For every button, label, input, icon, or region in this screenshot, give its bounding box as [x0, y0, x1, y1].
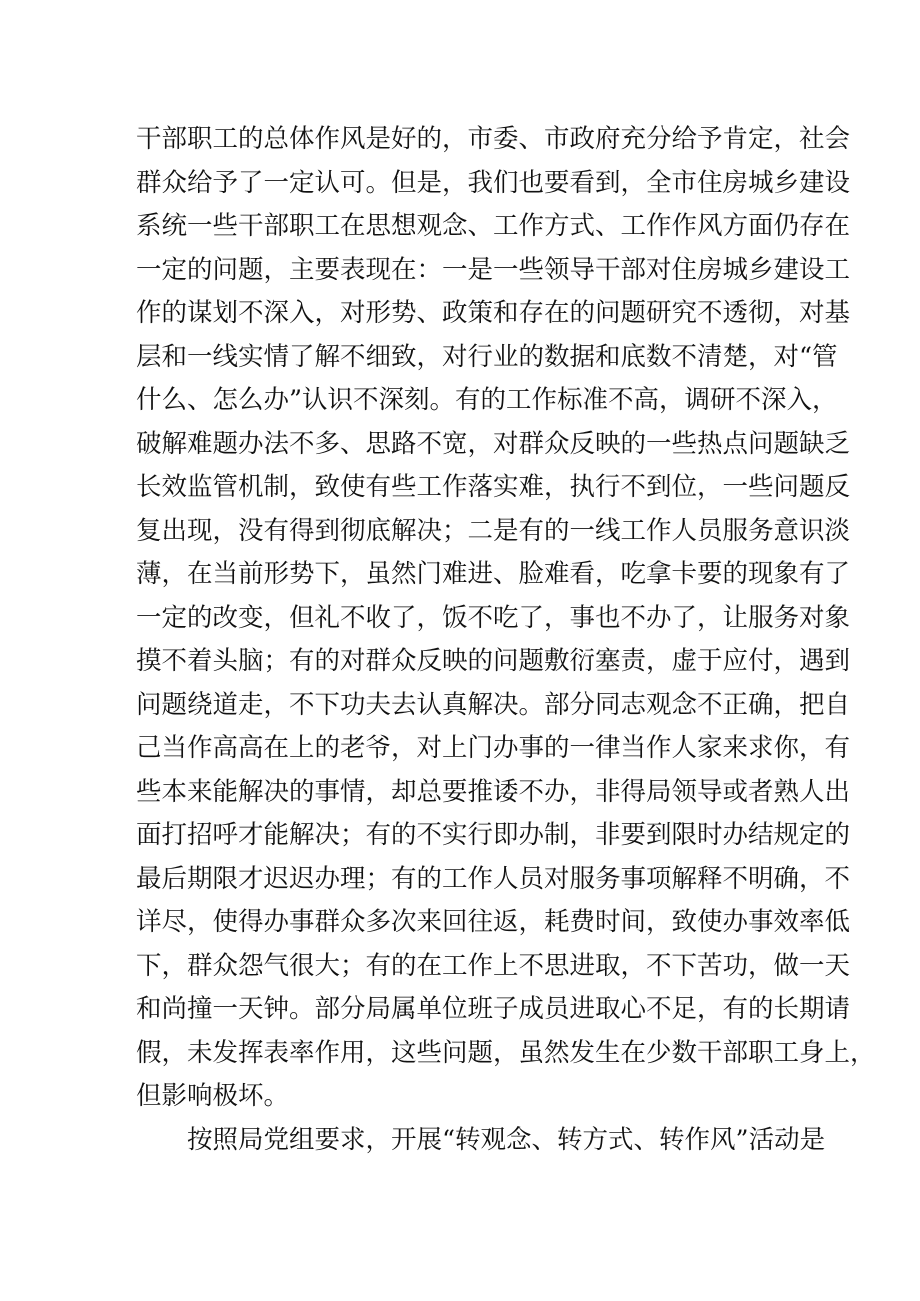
- text-line: 详尽，使得办事群众多次来回往返，耗费时间，致使办事效率低: [136, 907, 851, 937]
- text-line: 一定的改变，但礼不收了，饭不吃了，事也不办了，让服务对象: [136, 602, 851, 633]
- paragraph-1: [136, 118, 876, 1119]
- text-line: 面打招呼才能解决；有的不实行即办制，非要到限时办结规定的: [136, 820, 851, 850]
- text-line: 群众给予了一定认可。但是，我们也要看到，全市住房城乡建设: [136, 167, 851, 198]
- text-line: 假，未发挥表率作用，这些问题，虽然发生在少数干部职工身上，: [136, 1037, 876, 1068]
- text-line: 摸不着头脑；有的对群众反映的问题敷衍塞责，虚于应付，遇到: [136, 646, 851, 676]
- text-line: 按照局党组要求，开展“转观念、转方式、转作风”活动是: [136, 1124, 826, 1155]
- document-body: [136, 118, 876, 1162]
- text-line: 些本来能解决的事情，却总要推诿不办，非得局领导或者熟人出: [136, 776, 851, 807]
- text-line: 干部职工的总体作风是好的，市委、市政府充分给予肯定，社会: [136, 124, 851, 154]
- text-line: 薄，在当前形势下，虽然门难进、脸难看，吃拿卡要的现象有了: [136, 559, 851, 589]
- text-line: 下，群众怨气很大；有的在工作上不思进取，不下苦功，做一天: [136, 950, 851, 981]
- text-line: 破解难题办法不多、思路不宽，对群众反映的一些热点问题缺乏: [136, 428, 851, 459]
- text-line: 一定的问题，主要表现在：一是一些领导干部对住房城乡建设工: [136, 254, 851, 285]
- text-line: 系统一些干部职工在思想观念、工作方式、工作作风方面仍存在: [136, 211, 851, 241]
- text-line: 和尚撞一天钟。部分局属单位班子成员进取心不足，有的长期请: [136, 994, 851, 1024]
- text-line: 作的谋划不深入，对形势、政策和存在的问题研究不透彻，对基: [136, 298, 851, 328]
- text-line: 但影响极坏。: [136, 1081, 290, 1111]
- text-line: 己当作高高在上的老爷，对上门办事的一律当作人家来求你，有: [136, 733, 851, 763]
- text-line: 复出现，没有得到彻底解决；二是有的一线工作人员服务意识淡: [136, 515, 851, 546]
- text-line: 长效监管机制，致使有些工作落实难，执行不到位，一些问题反: [136, 472, 851, 502]
- text-line: 层和一线实情了解不细致，对行业的数据和底数不清楚，对“管: [136, 341, 838, 372]
- text-line: 最后期限才迟迟办理；有的工作人员对服务事项解释不明确，不: [136, 863, 851, 894]
- text-line: 什么、怎么办”认识不深刻。有的工作标准不高，调研不深入，: [136, 385, 838, 415]
- text-line: 问题绕道走，不下功夫去认真解决。部分同志观念不正确，把自: [136, 689, 851, 720]
- paragraph-2: [136, 1119, 826, 1163]
